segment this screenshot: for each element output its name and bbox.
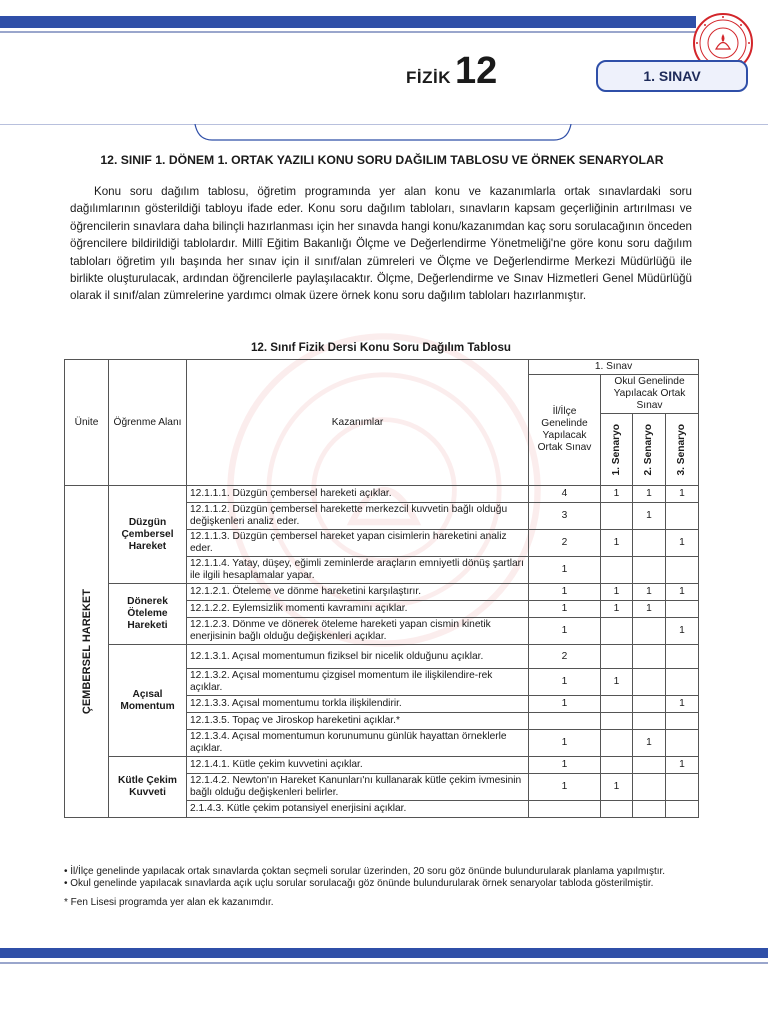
outcome-cell: 12.1.2.3. Dönme ve dönerek öteleme hareketi yapan cismin kinetik enerjisinin bağlı olduğu değişkenleri açıklar. <box>187 618 529 645</box>
outcome-cell: 12.1.1.1. Düzgün çembersel hareketi açıklar. <box>187 486 529 503</box>
provincial-count-cell: 1 <box>529 601 601 618</box>
provincial-count-cell <box>529 801 601 818</box>
outcome-cell: 12.1.3.5. Topaç ve Jiroskop hareketini açıklar.* <box>187 713 529 730</box>
scenario-count-cell <box>633 618 666 645</box>
intro-paragraph: Konu soru dağılım tablosu, öğretim programında yer alan konu ve kazanımlarla ortak sınavlardaki soru dağılımlarının gösterildiği tabloyu ifade eder. Konu soru dağılım tabloları, sınavların kapsam geçerliğinin artırılması ve öğrencilerin sınavlara daha bilinçli hazırlanması için her sınavda hangi konu/kazanımdan kaç soru sorulacağının önceden öğrencilere bildirildiği tablolardır. Millî Eğitim Bakanlığı Ölçme ve Değerlendirme Yönetmeliği'ne göre konu soru dağılım tabloları öğretim yılı başında her sınav için il sınıf/alan zümreleri ve Ölçme ve Değerlendirme Merkezi Müdürlüğü ile birlikte oluşturulacak, ardından öğrencilerle paylaşılacaktır. Ölçme, Değerlendirme ve Sınav Hizmetleri Genel Müdürlüğü olarak il sınıf/alan zümrelerine yardımcı olmak üzere örnek konu soru dağılım tabloları hazırlanmıştır. <box>70 185 692 303</box>
scenario-count-cell: 1 <box>666 584 699 601</box>
scenario-count-cell <box>666 503 699 530</box>
scenario-count-cell: 1 <box>633 503 666 530</box>
learning-area-cell: Açısal Momentum <box>109 645 187 757</box>
scenario-count-cell: 1 <box>601 669 633 696</box>
scenario-count-cell: 1 <box>666 696 699 713</box>
grade-number: 12 <box>455 50 498 92</box>
scenario-count-cell <box>601 503 633 530</box>
bottom-brand-bar <box>0 948 768 958</box>
scenario-count-cell <box>601 557 633 584</box>
outcome-cell: 12.1.4.2. Newton'ın Hareket Kanunları'nı kullanarak kütle çekim ivmesinin bağlı olduğu değişkenleri belirler. <box>187 774 529 801</box>
outcome-cell: 12.1.1.2. Düzgün çembersel harekette merkezcil kuvvetin bağlı olduğu değişkenleri analiz eder. <box>187 503 529 530</box>
scenario-count-cell <box>601 757 633 774</box>
provincial-count-cell: 2 <box>529 530 601 557</box>
scenario-count-cell: 1 <box>633 486 666 503</box>
scenario-count-cell: 1 <box>601 486 633 503</box>
outcome-cell: 12.1.1.3. Düzgün çembersel hareket yapan cisimlerin hareketini analiz eder. <box>187 530 529 557</box>
header-scenario-1: 1. Senaryo <box>601 414 633 486</box>
footnotes <box>64 866 698 909</box>
footnote: * Fen Lisesi programda yer alan ek kazanımdır. <box>64 897 274 909</box>
scenario-count-cell <box>666 669 699 696</box>
outcome-cell: 12.1.2.2. Eylemsizlik momenti kavramını açıklar. <box>187 601 529 618</box>
scenario-count-cell <box>601 730 633 757</box>
header-outcomes: Kazanımlar <box>187 360 529 486</box>
provincial-count-cell: 2 <box>529 645 601 669</box>
outcome-cell: 2.1.4.3. Kütle çekim potansiyel enerjisini açıklar. <box>187 801 529 818</box>
provincial-count-cell: 1 <box>529 584 601 601</box>
provincial-count-cell <box>529 713 601 730</box>
scenario-count-cell: 1 <box>633 584 666 601</box>
outcome-cell: 12.1.4.1. Kütle çekim kuvvetini açıklar. <box>187 757 529 774</box>
header-exam: 1. Sınav <box>529 360 699 375</box>
scenario-count-cell <box>601 801 633 818</box>
learning-area-cell: Dönerek Öteleme Hareketi <box>109 584 187 645</box>
scenario-count-cell <box>633 757 666 774</box>
scenario-count-cell <box>601 696 633 713</box>
scenario-count-cell <box>666 601 699 618</box>
table-row <box>65 486 699 503</box>
scenario-count-cell: 1 <box>666 757 699 774</box>
unit-cell: ÇEMBERSEL HAREKET <box>65 486 109 818</box>
provincial-count-cell: 1 <box>529 557 601 584</box>
scenario-count-cell: 1 <box>666 618 699 645</box>
provincial-count-cell: 1 <box>529 774 601 801</box>
scenario-count-cell <box>633 801 666 818</box>
header-unite: Ünite <box>65 360 109 486</box>
provincial-count-cell: 1 <box>529 669 601 696</box>
table-row <box>65 645 699 669</box>
outcome-cell: 12.1.3.4. Açısal momentumun korunumunu günlük hayattan örneklerle açıklar. <box>187 730 529 757</box>
scenario-count-cell <box>666 774 699 801</box>
table-title: 12. Sınıf Fizik Dersi Konu Soru Dağılım Tablosu <box>250 341 512 354</box>
footnote: • Okul genelinde yapılacak sınavlarda açık uçlu sorular sorulacağı göz önünde bulundurularak örnek senaryolar tabloda gösterilmiştir. <box>64 877 654 889</box>
footnote: • İl/İlçe genelinde yapılacak ortak sınavlarda çoktan seçmeli sorular üzerinden, 20 soru göz önünde bulundurularak planlama yapılmıştır. <box>64 866 666 877</box>
document-title: 12. SINIF 1. DÖNEM 1. ORTAK YAZILI KONU SORU DAĞILIM TABLOSU VE ÖRNEK SENARYOLAR <box>100 153 664 167</box>
header-learning-area: Öğrenme Alanı <box>109 360 187 486</box>
learning-area-cell: Kütle Çekim Kuvveti <box>109 757 187 818</box>
subject-word: FİZİK <box>406 68 451 87</box>
outcome-cell: 12.1.2.1. Öteleme ve dönme hareketini karşılaştırır. <box>187 584 529 601</box>
scenario-count-cell: 1 <box>601 774 633 801</box>
scenario-count-cell <box>666 557 699 584</box>
table-body <box>65 486 699 818</box>
scenario-count-cell <box>633 696 666 713</box>
outcome-cell: 12.1.3.1. Açısal momentumun fiziksel bir nicelik olduğunu açıklar. <box>187 645 529 669</box>
exam-tab: 1. SINAV <box>596 60 748 92</box>
provincial-count-cell: 1 <box>529 618 601 645</box>
scenario-count-cell <box>666 801 699 818</box>
header-row <box>65 360 699 375</box>
scenario-count-cell: 1 <box>633 601 666 618</box>
scenario-count-cell <box>633 713 666 730</box>
header-divider-curve <box>194 124 572 144</box>
provincial-count-cell: 3 <box>529 503 601 530</box>
outcome-cell: 12.1.3.3. Açısal momentumu torkla ilişkilendirir. <box>187 696 529 713</box>
table-row <box>65 757 699 774</box>
scenario-count-cell <box>666 645 699 669</box>
header-scenario-3: 3. Senaryo <box>666 414 699 486</box>
scenario-count-cell: 1 <box>666 486 699 503</box>
provincial-count-cell: 1 <box>529 757 601 774</box>
scenario-count-cell: 1 <box>633 730 666 757</box>
header-scenario-2: 2. Senaryo <box>633 414 666 486</box>
scenario-count-cell <box>601 645 633 669</box>
scenario-count-cell <box>633 530 666 557</box>
scenario-count-cell <box>633 557 666 584</box>
scenario-count-cell <box>601 618 633 645</box>
scenario-count-cell: 1 <box>601 530 633 557</box>
top-thin-bar <box>0 31 696 33</box>
provincial-count-cell: 1 <box>529 696 601 713</box>
scenario-count-cell <box>601 713 633 730</box>
scenario-count-cell <box>633 774 666 801</box>
scenario-count-cell <box>666 730 699 757</box>
provincial-count-cell: 1 <box>529 730 601 757</box>
outcome-cell: 12.1.3.2. Açısal momentumu çizgisel momentum ile ilişkilendire-rek açıklar. <box>187 669 529 696</box>
scenario-count-cell <box>633 645 666 669</box>
provincial-count-cell: 4 <box>529 486 601 503</box>
table-row <box>65 584 699 601</box>
scenario-count-cell <box>666 713 699 730</box>
header-school: Okul Genelinde Yapılacak Ortak Sınav <box>601 375 699 414</box>
subject-heading <box>406 50 497 90</box>
scenario-count-cell: 1 <box>601 601 633 618</box>
scenario-count-cell: 1 <box>601 584 633 601</box>
bottom-thin-bar <box>0 962 768 964</box>
scenario-count-cell: 1 <box>666 530 699 557</box>
scenario-count-cell <box>633 669 666 696</box>
distribution-table <box>64 359 699 818</box>
outcome-cell: 12.1.1.4. Yatay, düşey, eğimli zeminlerde araçların emniyetli dönüş şartları ile ilgili hesaplamalar yapar. <box>187 557 529 584</box>
top-brand-bar <box>0 16 696 28</box>
learning-area-cell: Düzgün Çembersel Hareket <box>109 486 187 584</box>
header-provincial: İl/İlçe Genelinde Yapılacak Ortak Sınav <box>529 375 601 486</box>
